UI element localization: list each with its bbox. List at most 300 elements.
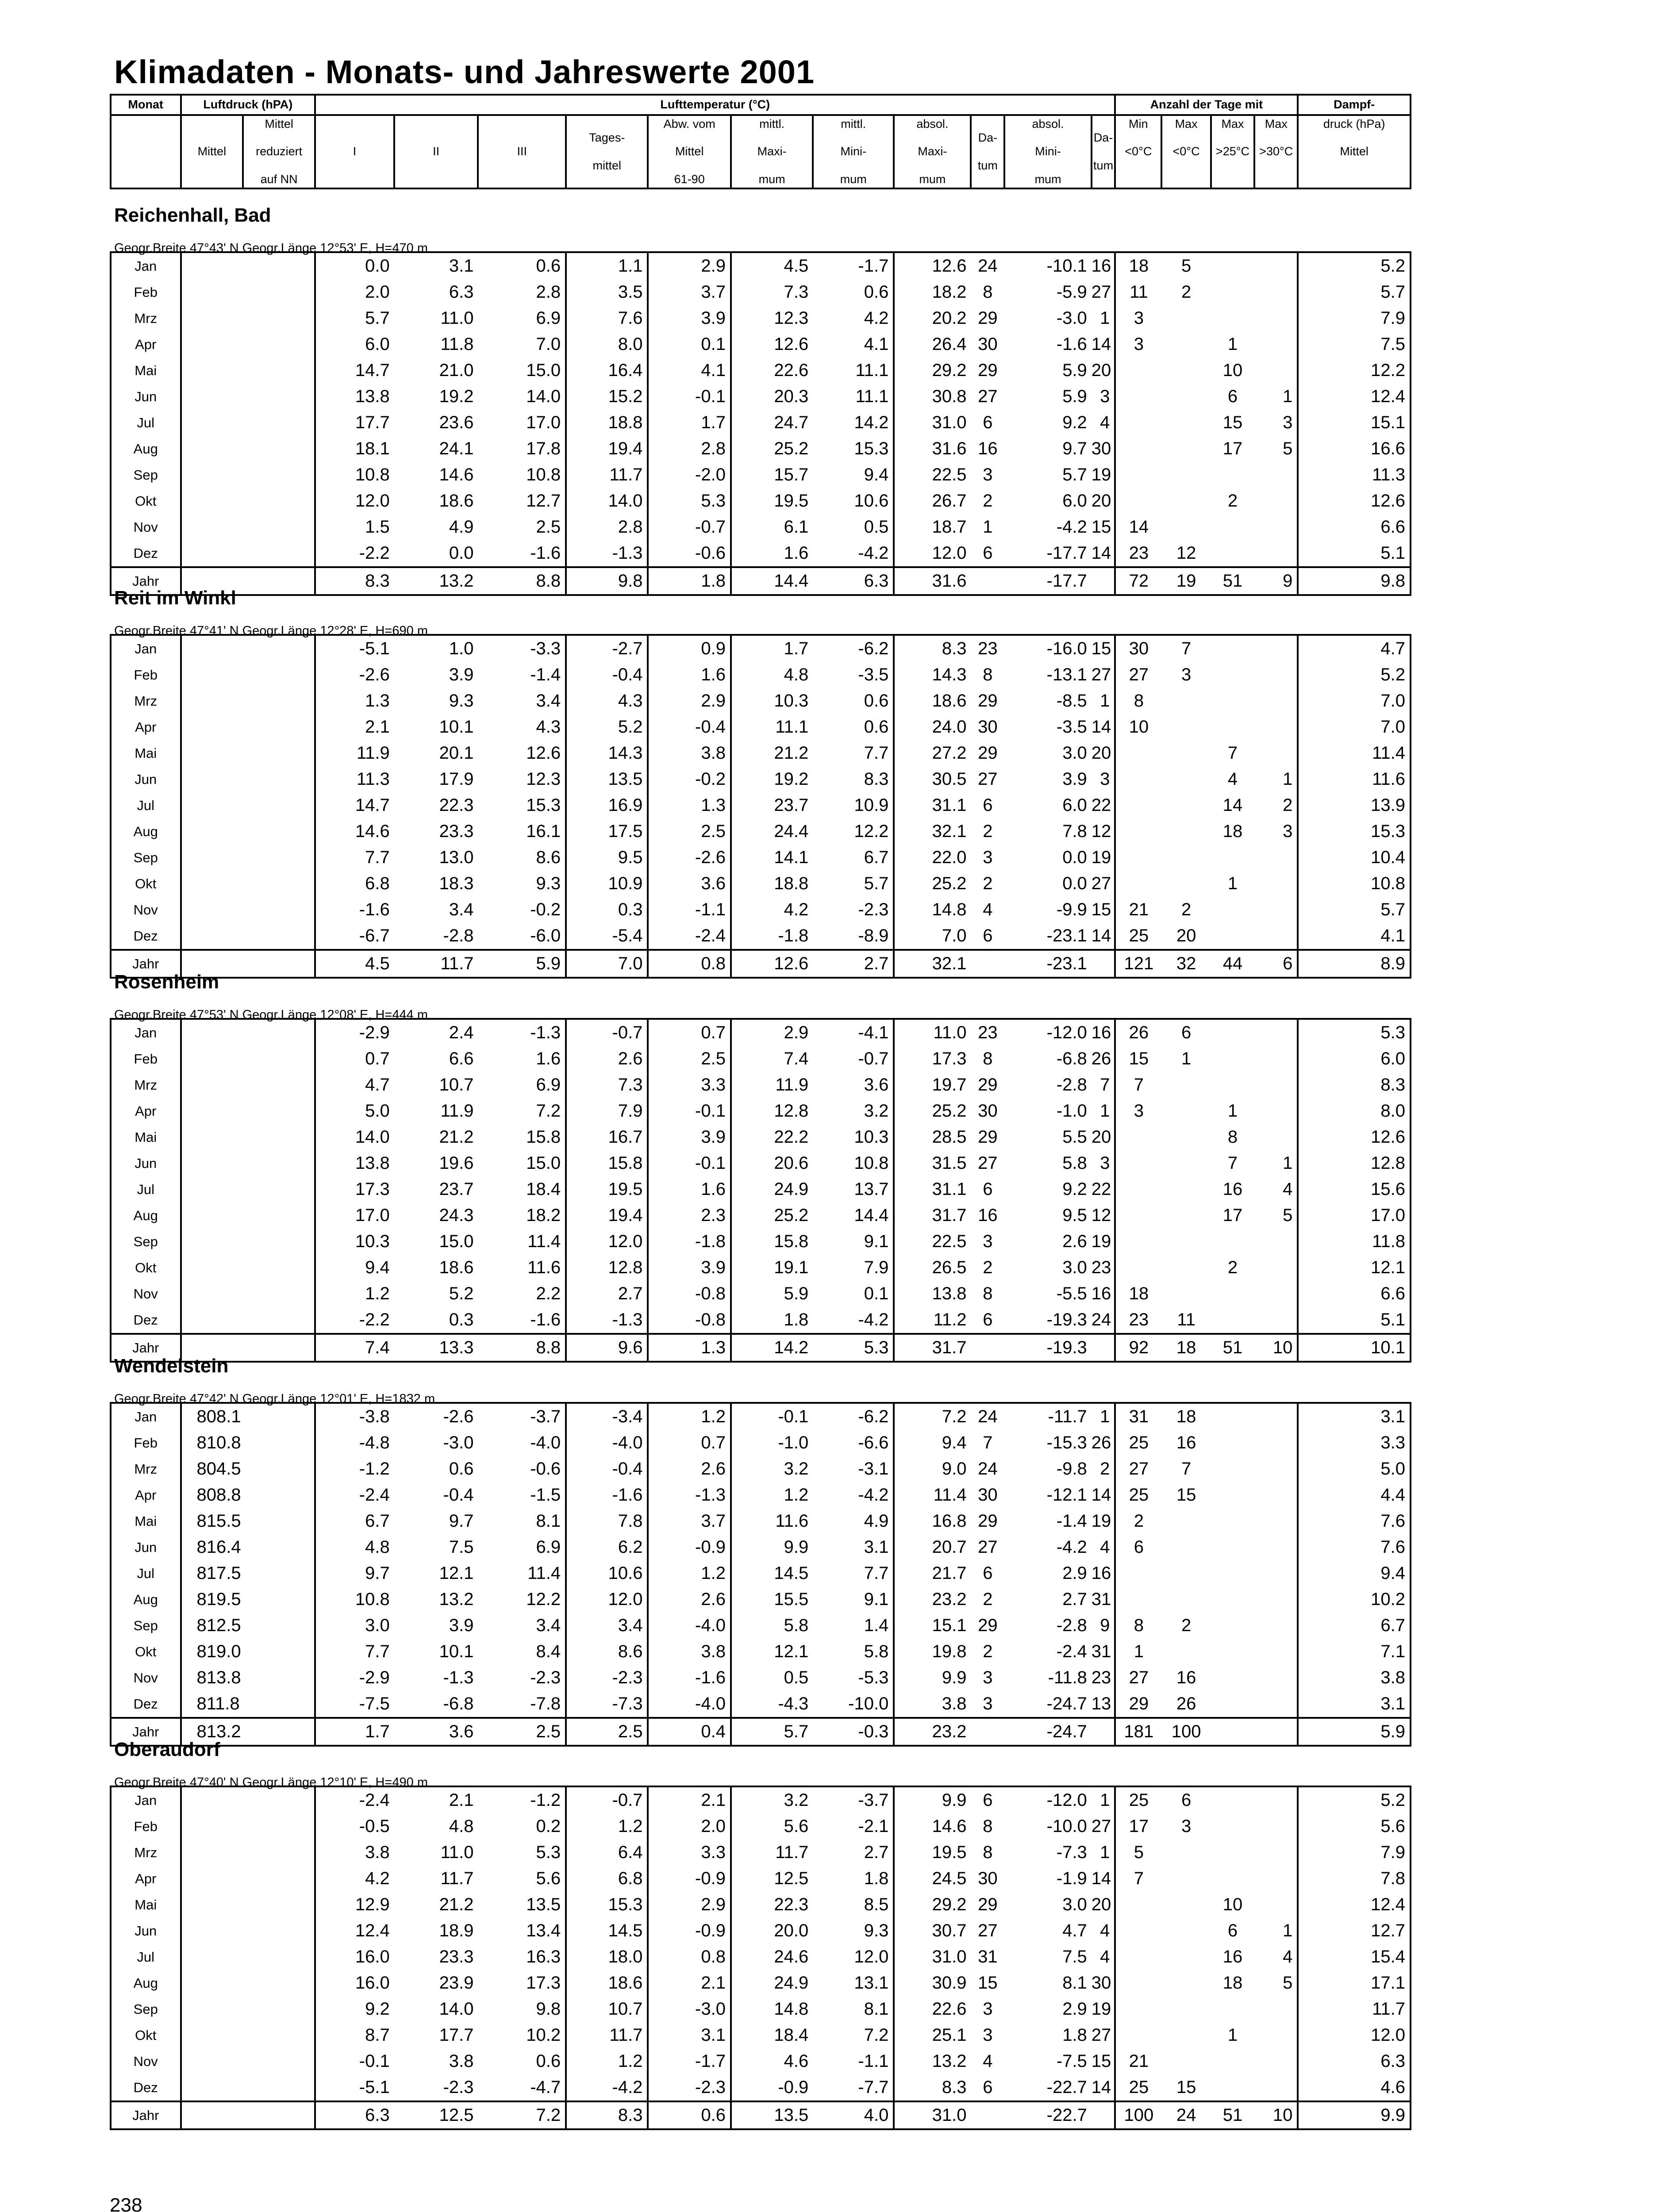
temp-iii-cell: 9.8: [478, 1996, 566, 2022]
abweichung-cell: 2.8: [648, 436, 731, 462]
tagesmittel-cell: 7.3: [566, 1072, 648, 1098]
tage-max-above-25-cell: 14: [1222, 795, 1243, 815]
tage-max-below-0-cell: [1161, 740, 1211, 766]
tage-min-below-0-cell: 21: [1129, 900, 1149, 919]
mittl-maximum-cell: 19.2: [774, 769, 809, 789]
abweichung-cell: -1.1: [648, 897, 731, 923]
temp-i-cell: 6.8: [365, 874, 390, 893]
dampfdruck-cell: 10.8: [1371, 874, 1405, 893]
absol-minimum-cell: -11.8: [1048, 1668, 1087, 1687]
mittl-maximum-cell: -1.8: [778, 926, 809, 945]
mittl-minimum-cell: -0.7: [813, 1046, 894, 1072]
month-cell: Feb: [111, 1430, 181, 1456]
datum-min-cell: 3: [1092, 1150, 1115, 1176]
absol-minimum-cell: -1.6: [1056, 334, 1087, 354]
tage-max-below-0-cell: [1161, 1202, 1211, 1229]
tage-max-above-30-cell: [1254, 1839, 1298, 1866]
station-table: [110, 1402, 1411, 1747]
temp-iii-cell: -4.0: [478, 1430, 566, 1456]
tage-max-above-25-cell: [1211, 305, 1254, 331]
tage-max-above-25-cell: [1211, 2048, 1254, 2074]
dampfdruck-cell: 6.3: [1380, 2051, 1405, 2071]
datum-min-cell: 23: [1092, 1665, 1115, 1691]
table-row: [111, 1430, 1411, 1456]
dampfdruck-cell: 10.1: [1298, 1334, 1411, 1362]
temp-i-cell: 9.4: [365, 1258, 390, 1277]
tage-min-below-0-cell: 121: [1115, 950, 1161, 978]
datum-min-cell: 12: [1092, 818, 1115, 845]
dampfdruck-cell: 15.4: [1371, 1947, 1405, 1966]
absol-maximum-cell: 17.3: [932, 1049, 967, 1068]
dampfdruck-cell: 10.4: [1371, 848, 1405, 867]
temp-iii-cell: 12.3: [478, 766, 566, 792]
absol-maximum-cell: 12.6: [932, 256, 967, 276]
mittl-maximum-cell: 5.9: [784, 1284, 809, 1303]
datum-max-cell: 29: [978, 1895, 998, 1914]
datum-min-cell: 7: [1092, 1072, 1115, 1098]
tage-max-above-30-cell: [1254, 1786, 1298, 1813]
abweichung-cell: 1.3: [648, 792, 731, 818]
temp-iii-cell: 6.9: [478, 1534, 566, 1560]
luftdruck-mittel-cell: [181, 1202, 315, 1229]
dampfdruck-cell: 12.4: [1371, 387, 1405, 406]
dampfdruck-cell: 7.9: [1380, 308, 1405, 328]
table-row: [111, 1482, 1411, 1508]
tage-max-above-30-cell: 4: [1254, 1944, 1298, 1970]
tage-max-below-0-cell: 15: [1176, 1485, 1196, 1505]
tage-max-above-25-cell: 16: [1222, 1947, 1243, 1966]
mittl-maximum-cell: 1.8: [784, 1310, 809, 1329]
tage-min-below-0-cell: 1: [1134, 1642, 1144, 1661]
absol-minimum-cell: 6.0: [1062, 491, 1087, 511]
tage-max-above-25-cell: [1211, 1786, 1254, 1813]
tage-min-below-0-cell: 27: [1129, 665, 1149, 684]
mittl-minimum-cell: 7.2: [813, 2022, 894, 2048]
datum-max-cell: 27: [978, 1537, 998, 1557]
tage-max-above-30-cell: [1254, 1639, 1298, 1665]
temp-i-cell: 1.7: [315, 1718, 394, 1746]
absol-maximum-cell: 22.5: [932, 1232, 967, 1251]
table-row: [111, 1691, 1411, 1718]
mittl-maximum-cell: 14.2: [731, 1334, 813, 1362]
station-name: Rosenheim: [114, 971, 219, 993]
luftdruck-mittel-cell: [181, 1996, 315, 2022]
mittl-minimum-cell: -6.2: [813, 635, 894, 662]
dampfdruck-cell: 5.3: [1380, 1023, 1405, 1042]
dampfdruck-cell: 3.1: [1380, 1407, 1405, 1426]
absol-minimum-cell: -1.4: [1056, 1511, 1087, 1531]
luftdruck-mittel-cell: [181, 818, 315, 845]
dampfdruck-cell: 5.6: [1380, 1816, 1405, 1836]
tage-max-above-30-cell: [1254, 1813, 1298, 1839]
temp-ii-cell: -2.6: [443, 1407, 474, 1426]
tage-max-above-25-cell: 16: [1222, 1179, 1243, 1199]
luftdruck-mittel-cell: [181, 1866, 315, 1892]
absol-maximum-cell: 31.6: [932, 439, 967, 458]
tage-max-above-30-cell: [1254, 1098, 1298, 1124]
mittl-maximum-cell: 23.7: [774, 795, 809, 815]
station-name: Oberaudorf: [114, 1739, 220, 1760]
temp-ii-cell: 23.3: [439, 822, 474, 841]
tage-max-below-0-cell: [1161, 1229, 1211, 1255]
temp-ii-cell: 12.1: [439, 1563, 474, 1583]
temp-i-cell: 12.0: [355, 491, 390, 511]
tage-min-below-0-cell: [1115, 1150, 1161, 1176]
table-row: [111, 1403, 1411, 1430]
temp-i-cell: 3.0: [365, 1616, 390, 1635]
luftdruck-mittel-cell: [181, 1098, 315, 1124]
mittl-minimum-cell: 7.7: [813, 1560, 894, 1586]
datum-min-cell: [1092, 950, 1115, 978]
tagesmittel-cell: 10.7: [566, 1996, 648, 2022]
header-ii: II: [394, 115, 478, 188]
tage-max-below-0-cell: 16: [1176, 1433, 1196, 1452]
datum-max-cell: [971, 1718, 1004, 1746]
tage-min-below-0-cell: [1115, 871, 1161, 897]
tage-max-below-0-cell: 6: [1181, 1790, 1192, 1810]
station-name: Reichenhall, Bad: [114, 204, 271, 226]
tagesmittel-cell: 3.5: [566, 279, 648, 305]
abweichung-cell: -0.9: [648, 1866, 731, 1892]
mittl-minimum-cell: 4.2: [813, 305, 894, 331]
luftdruck-mittel-cell: [181, 1072, 315, 1098]
mittl-minimum-cell: 3.1: [813, 1534, 894, 1560]
tage-max-below-0-cell: [1161, 1892, 1211, 1918]
absol-maximum-cell: 31.7: [894, 1334, 971, 1362]
mittl-maximum-cell: 0.5: [784, 1668, 809, 1687]
absol-maximum-cell: 14.8: [932, 900, 967, 919]
luftdruck-mittel-cell: [181, 897, 315, 923]
tagesmittel-cell: 13.5: [566, 766, 648, 792]
tage-max-above-25-cell: [1211, 1586, 1254, 1613]
mittl-maximum-cell: 5.6: [784, 1816, 809, 1836]
luftdruck-mittel-cell: [181, 1970, 315, 1996]
absol-maximum-cell: 12.0: [932, 543, 967, 563]
tage-max-below-0-cell: [1161, 1944, 1211, 1970]
temp-ii-cell: 0.3: [449, 1310, 474, 1329]
absol-maximum-cell: 20.2: [932, 308, 967, 328]
header-mittel: Mittel: [181, 115, 243, 188]
datum-min-cell: 2: [1092, 1456, 1115, 1482]
station-geo: Geogr.Breite 47°40' N Geogr.Länge 12°10' E, H=490 m: [114, 1775, 428, 1790]
header-max-above-30: Max >30°C: [1254, 115, 1298, 188]
dampfdruck-cell: 12.2: [1371, 361, 1405, 380]
tage-max-below-0-cell: [1161, 1150, 1211, 1176]
station-name: Reit im Winkl: [114, 587, 236, 609]
absol-maximum-cell: 30.9: [932, 1973, 967, 1993]
header-mittl-maximum: mittl. Maxi- mum: [731, 115, 813, 188]
tagesmittel-cell: -2.3: [566, 1665, 648, 1691]
luftdruck-mittel-cell: 812.5: [181, 1613, 315, 1639]
temp-iii-cell: 14.0: [478, 384, 566, 410]
temp-iii-cell: -2.3: [478, 1665, 566, 1691]
temp-ii-cell: 3.4: [449, 900, 474, 919]
datum-max-cell: 29: [978, 1616, 998, 1635]
datum-max-cell: 7: [983, 1433, 993, 1452]
tagesmittel-cell: 6.2: [566, 1534, 648, 1560]
dampfdruck-cell: 7.9: [1380, 1843, 1405, 1862]
abweichung-cell: 2.1: [648, 1786, 731, 1813]
month-cell: Apr: [111, 1866, 181, 1892]
dampfdruck-cell: 7.1: [1380, 1642, 1405, 1661]
temp-i-cell: -2.4: [359, 1485, 390, 1505]
temp-ii-cell: 13.3: [394, 1334, 478, 1362]
mittl-minimum-cell: 13.1: [813, 1970, 894, 1996]
tage-max-above-30-cell: [1254, 488, 1298, 514]
temp-iii-cell: 9.3: [478, 871, 566, 897]
mittl-maximum-cell: 22.2: [774, 1127, 809, 1147]
tage-min-below-0-cell: [1115, 1560, 1161, 1586]
abweichung-cell: 0.8: [648, 1944, 731, 1970]
temp-i-cell: -2.2: [359, 543, 390, 563]
tage-max-above-25-cell: 6: [1227, 1921, 1238, 1940]
tage-min-below-0-cell: 23: [1129, 1310, 1149, 1329]
abweichung-cell: 0.9: [648, 635, 731, 662]
tage-max-below-0-cell: [1161, 331, 1211, 357]
header-i: I: [315, 115, 394, 188]
temp-ii-cell: 4.9: [449, 517, 474, 537]
luftdruck-mittel-cell: [181, 1229, 315, 1255]
mittl-minimum-cell: 3.2: [813, 1098, 894, 1124]
temp-ii-cell: 18.9: [439, 1921, 474, 1940]
tage-max-above-30-cell: 5: [1254, 1970, 1298, 1996]
table-row: [111, 740, 1411, 766]
temp-iii-cell: 16.1: [478, 818, 566, 845]
year-row: [111, 1334, 1411, 1362]
temp-ii-cell: 6.3: [449, 282, 474, 302]
datum-max-cell: 24: [978, 1407, 998, 1426]
absol-minimum-cell: 0.0: [1062, 874, 1087, 893]
month-cell: Feb: [111, 279, 181, 305]
temp-i-cell: 6.0: [365, 334, 390, 354]
abweichung-cell: -2.3: [648, 2074, 731, 2101]
absol-maximum-cell: 32.1: [932, 822, 967, 841]
tage-min-below-0-cell: 25: [1129, 1485, 1149, 1505]
datum-max-cell: 29: [978, 743, 998, 763]
absol-maximum-cell: 23.2: [894, 1718, 971, 1746]
absol-minimum-cell: -11.7: [1048, 1407, 1087, 1426]
tage-max-above-30-cell: [1254, 1691, 1298, 1718]
month-cell: Jahr: [111, 950, 181, 978]
tage-max-above-30-cell: [1254, 1508, 1298, 1534]
tagesmittel-cell: 12.0: [566, 1229, 648, 1255]
tage-min-below-0-cell: 5: [1134, 1843, 1144, 1862]
temp-iii-cell: 17.3: [478, 1970, 566, 1996]
station-table: [110, 251, 1411, 596]
temp-ii-cell: 23.6: [439, 413, 474, 432]
tage-min-below-0-cell: 21: [1129, 2051, 1149, 2071]
datum-min-cell: 9: [1092, 1613, 1115, 1639]
temp-i-cell: -7.5: [359, 1694, 390, 1713]
tage-max-above-30-cell: 3: [1254, 410, 1298, 436]
temp-iii-cell: -4.7: [478, 2074, 566, 2101]
tage-max-above-30-cell: [1254, 845, 1298, 871]
dampfdruck-cell: 5.9: [1298, 1718, 1411, 1746]
temp-i-cell: 16.0: [355, 1947, 390, 1966]
absol-minimum-cell: 5.7: [1062, 465, 1087, 484]
tagesmittel-cell: -3.4: [566, 1403, 648, 1430]
datum-max-cell: 2: [983, 874, 993, 893]
tage-max-above-30-cell: [1254, 1586, 1298, 1613]
tage-max-below-0-cell: [1161, 818, 1211, 845]
tagesmittel-cell: -0.4: [566, 662, 648, 688]
luftdruck-mittel-cell: 813.8: [181, 1665, 315, 1691]
temp-ii-cell: -2.8: [443, 926, 474, 945]
datum-max-cell: 24: [978, 1459, 998, 1479]
station-geo: Geogr.Breite 47°41' N Geogr.Länge 12°28' E, H=690 m: [114, 624, 428, 638]
absol-minimum-cell: -3.0: [1056, 308, 1087, 328]
tage-max-above-25-cell: 51: [1211, 2101, 1254, 2129]
mittl-minimum-cell: -4.1: [813, 1019, 894, 1046]
absol-minimum-cell: 9.5: [1062, 1206, 1087, 1225]
header-dampfdruck-mittel: druck (hPa) Mittel: [1298, 115, 1411, 188]
abweichung-cell: -0.8: [648, 1281, 731, 1307]
temp-ii-cell: 7.5: [449, 1537, 474, 1557]
absol-minimum-cell: -17.7: [1046, 543, 1087, 563]
datum-min-cell: 19: [1092, 1996, 1115, 2022]
table-row: [111, 871, 1411, 897]
absol-minimum-cell: -10.1: [1046, 256, 1087, 276]
absol-maximum-cell: 26.7: [932, 491, 967, 511]
tage-max-above-30-cell: 2: [1254, 792, 1298, 818]
tage-max-below-0-cell: [1161, 1098, 1211, 1124]
mittl-minimum-cell: -10.0: [813, 1691, 894, 1718]
absol-minimum-cell: -22.7: [1046, 2078, 1087, 2097]
absol-maximum-cell: 27.2: [932, 743, 967, 763]
dampfdruck-cell: 11.6: [1372, 769, 1405, 789]
header-iii: III: [478, 115, 566, 188]
tage-max-above-30-cell: 10: [1254, 1334, 1298, 1362]
mittl-maximum-cell: 11.1: [775, 717, 809, 737]
mittl-minimum-cell: 8.5: [813, 1892, 894, 1918]
temp-iii-cell: 16.3: [478, 1944, 566, 1970]
month-cell: Dez: [111, 923, 181, 950]
tage-max-above-25-cell: 51: [1211, 1334, 1254, 1362]
month-cell: Feb: [111, 662, 181, 688]
mittl-maximum-cell: 15.8: [774, 1232, 809, 1251]
absol-maximum-cell: 31.0: [894, 2101, 971, 2129]
datum-max-cell: 30: [978, 1101, 998, 1121]
temp-iii-cell: 11.4: [478, 1229, 566, 1255]
tage-max-above-25-cell: [1211, 1639, 1254, 1665]
header-absol-maximum: absol. Maxi- mum: [894, 115, 971, 188]
tage-max-below-0-cell: [1161, 436, 1211, 462]
temp-i-cell: 14.0: [355, 1127, 390, 1147]
tage-max-below-0-cell: 11: [1177, 1310, 1196, 1329]
tage-max-below-0-cell: [1161, 871, 1211, 897]
tage-max-above-30-cell: [1254, 462, 1298, 488]
temp-ii-cell: 20.1: [439, 743, 474, 763]
datum-max-cell: 23: [978, 639, 998, 658]
abweichung-cell: -2.4: [648, 923, 731, 950]
month-cell: Dez: [111, 540, 181, 567]
tage-max-above-30-cell: [1254, 1124, 1298, 1150]
temp-ii-cell: 1.0: [449, 639, 474, 658]
tage-min-below-0-cell: [1115, 1229, 1161, 1255]
temp-i-cell: 14.6: [355, 822, 390, 841]
mittl-maximum-cell: 24.6: [774, 1947, 809, 1966]
mittl-minimum-cell: 0.1: [813, 1281, 894, 1307]
luftdruck-mittel-cell: 816.4: [181, 1534, 315, 1560]
tage-max-above-25-cell: [1211, 1839, 1254, 1866]
tage-min-below-0-cell: 11: [1130, 282, 1148, 302]
tage-min-below-0-cell: [1115, 384, 1161, 410]
datum-max-cell: 6: [983, 2078, 993, 2097]
absol-minimum-cell: -9.9: [1056, 900, 1087, 919]
tage-max-above-25-cell: [1211, 662, 1254, 688]
dampfdruck-cell: 11.4: [1372, 743, 1405, 763]
mittl-minimum-cell: 2.7: [813, 950, 894, 978]
month-cell: Dez: [111, 1691, 181, 1718]
absol-minimum-cell: -8.5: [1056, 691, 1087, 710]
tage-max-below-0-cell: 7: [1181, 1459, 1192, 1479]
tage-max-above-25-cell: 2: [1227, 1258, 1238, 1277]
mittl-minimum-cell: 0.5: [813, 514, 894, 540]
absol-maximum-cell: 18.7: [932, 517, 967, 537]
tage-max-above-25-cell: 18: [1222, 822, 1243, 841]
mittl-maximum-cell: 14.8: [774, 1999, 809, 2019]
absol-minimum-cell: -22.7: [1004, 2101, 1091, 2129]
abweichung-cell: -0.6: [648, 540, 731, 567]
temp-ii-cell: 3.6: [394, 1718, 478, 1746]
tagesmittel-cell: 8.6: [566, 1639, 648, 1665]
tage-max-above-30-cell: [1254, 1534, 1298, 1560]
temp-ii-cell: 4.8: [449, 1816, 474, 1836]
tage-max-above-25-cell: 17: [1222, 439, 1243, 458]
dampfdruck-cell: 16.6: [1371, 439, 1405, 458]
dampfdruck-cell: 12.0: [1371, 2025, 1405, 2045]
tage-min-below-0-cell: [1115, 740, 1161, 766]
datum-min-cell: [1092, 2101, 1115, 2129]
mittl-minimum-cell: 4.0: [813, 2101, 894, 2129]
abweichung-cell: 2.1: [648, 1970, 731, 1996]
tagesmittel-cell: -0.7: [566, 1786, 648, 1813]
temp-iii-cell: 0.6: [478, 2048, 566, 2074]
luftdruck-mittel-cell: [181, 462, 315, 488]
datum-max-cell: 8: [983, 282, 993, 302]
temp-ii-cell: 17.9: [439, 769, 474, 789]
tagesmittel-cell: 4.3: [566, 688, 648, 714]
absol-minimum-cell: 5.9: [1062, 361, 1087, 380]
tagesmittel-cell: -5.4: [566, 923, 648, 950]
mittl-minimum-cell: 1.8: [813, 1866, 894, 1892]
abweichung-cell: 0.1: [648, 331, 731, 357]
table-row: [111, 2022, 1411, 2048]
month-cell: Jahr: [111, 567, 181, 595]
temp-iii-cell: 7.2: [478, 1098, 566, 1124]
tage-max-above-30-cell: 4: [1254, 1176, 1298, 1202]
tage-max-above-30-cell: [1254, 662, 1298, 688]
tage-max-above-25-cell: 1: [1227, 334, 1238, 354]
dampfdruck-cell: 12.7: [1371, 1921, 1405, 1940]
tagesmittel-cell: 8.3: [566, 2101, 648, 2129]
temp-iii-cell: 8.4: [478, 1639, 566, 1665]
tage-max-above-25-cell: 44: [1211, 950, 1254, 978]
abweichung-cell: 1.8: [648, 567, 731, 595]
datum-max-cell: 6: [983, 543, 993, 563]
temp-ii-cell: 13.2: [439, 1590, 474, 1609]
abweichung-cell: -0.2: [648, 766, 731, 792]
abweichung-cell: 3.8: [648, 1639, 731, 1665]
temp-ii-cell: 21.2: [439, 1895, 474, 1914]
datum-min-cell: 30: [1092, 436, 1115, 462]
dampfdruck-cell: 7.0: [1380, 691, 1405, 710]
datum-max-cell: 29: [978, 691, 998, 710]
tage-max-above-25-cell: 1: [1227, 1101, 1238, 1121]
absol-maximum-cell: 29.2: [932, 1895, 967, 1914]
header-tagesmittel: Tages- mittel: [566, 115, 648, 188]
datum-max-cell: 27: [978, 1921, 998, 1940]
